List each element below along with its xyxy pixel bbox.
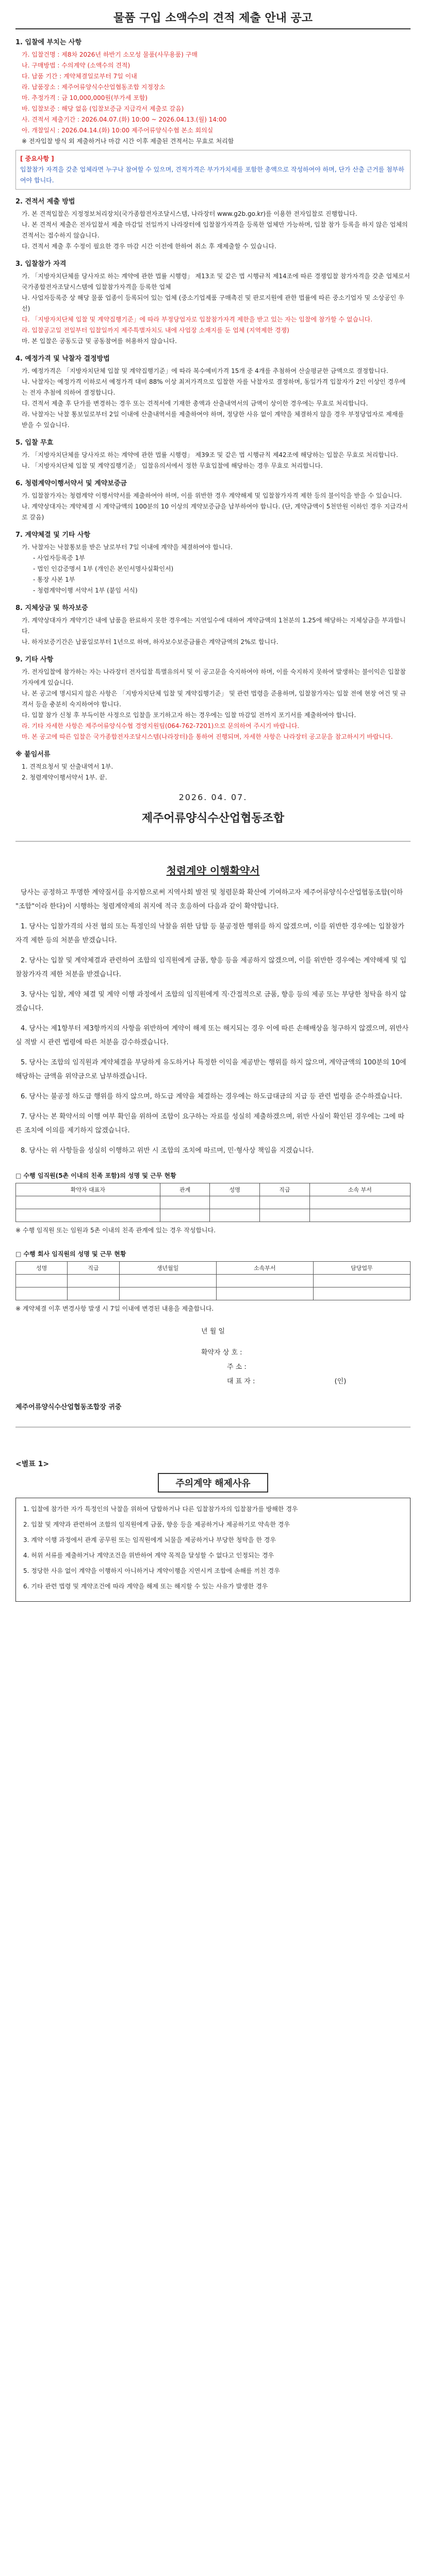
- attachment-clause: 2. 입찰 및 계약과 관련하여 조합의 임직원에게 금품, 향응 등을 제공하거나 제공하기로 약속한 경우: [23, 1521, 290, 1528]
- table-cell[interactable]: [260, 1196, 310, 1209]
- s3-line: 다. 「지방자치단체 입찰 및 계약집행기준」에 따라 부정당업자로 입찰참가자격 제한을 받고 있는 자는 입찰에 참가할 수 없습니다.: [22, 316, 373, 323]
- pledge-body: [15, 886, 411, 1158]
- attachment-box: [15, 1498, 411, 1602]
- table-header: 확약자 대표자: [16, 1183, 160, 1196]
- attachment-item: 2. 청렴계약이행서약서 1부. 끝.: [22, 774, 107, 781]
- page-divider: [15, 1427, 411, 1428]
- s4-line: 나. 낙찰자는 예정가격 이하로서 예정가격 대비 88% 이상 최저가격으로 입찰한 자를 낙찰자로 결정하며, 동일가격 입찰자가 2인 이상인 경우에는 전자 추첨에 의하여 결정합니다.: [22, 378, 406, 396]
- table-header: 직급: [260, 1183, 310, 1196]
- attachment-clause: 6. 기타 관련 법령 및 계약조건에 따라 계약을 해제 또는 해지할 수 있는 사유가 발생한 경우: [23, 1583, 268, 1590]
- s1-line: 아. 개찰일시 : 2026.04.14.(화) 10:00 제주어류양식수협 본소 회의실: [22, 127, 214, 134]
- table-cell[interactable]: [313, 1287, 410, 1300]
- s1-line: 나. 구매방법 : 수의계약 (소액수의 견적): [22, 62, 130, 69]
- section-9-title: 9. 기타 사항: [15, 656, 54, 664]
- s7-line: - 통장 사본 1부: [33, 576, 75, 583]
- section-1-title: 1. 입찰에 부치는 사항: [15, 39, 82, 46]
- sign-date: 년 월 일: [201, 1328, 225, 1335]
- table-header: 소속 부서: [309, 1183, 410, 1196]
- table2-note: ※ 계약체결 이후 변경사항 발생 시 7일 이내에 변경된 내용을 제출합니다.: [15, 1305, 214, 1312]
- table-cell[interactable]: [309, 1196, 410, 1209]
- table-cell[interactable]: [16, 1275, 68, 1287]
- s1-note: ※ 전자입찰 방식 외 제출하거나 마감 시간 이후 제출된 견적서는 무효로 처리함: [22, 138, 234, 145]
- section-5-title: 5. 입찰 무효: [15, 439, 54, 447]
- pledge-item: 7. 당사는 본 확약서의 이행 여부 확인을 위하여 조합이 요구하는 자료를 성실히 제출하겠으며, 위반 사실이 확인된 경우에는 그에 따른 조치에 이의를 제기하지 않겠습니다.: [15, 1113, 404, 1134]
- s1-line: 라. 납품장소 : 제주어류양식수산업협동조합 지정장소: [22, 83, 166, 91]
- section-6-title: 6. 청렴계약이행서약서 및 계약보증금: [15, 480, 127, 487]
- attachment-item: 1. 견적요청서 및 산출내역서 1부.: [22, 763, 113, 770]
- table-header: 생년월일: [119, 1262, 216, 1275]
- s7-line: - 청렴계약이행 서약서 1부 (붙임 서식): [33, 587, 138, 594]
- table-header: 담당업무: [313, 1262, 410, 1275]
- pledge-item: 1. 당사는 입찰가격의 사전 협의 또는 특정인의 낙찰을 위한 담합 등 불공정한 행위를 하지 않겠으며, 이를 위반한 경우에는 입찰참가자격 제한 등의 처분을 받겠습니다.: [15, 923, 404, 944]
- table-cell[interactable]: [210, 1209, 260, 1222]
- table-cell[interactable]: [309, 1209, 410, 1222]
- s3-line: 라. 입찰공고일 전일부터 입찰일까지 제주특별자치도 내에 사업장 소재지를 둔 업체 (지역제한 경쟁): [22, 327, 289, 334]
- pledge-title: 청렴계약 이행확약서: [166, 865, 260, 877]
- seal-mark: (인): [334, 1378, 347, 1385]
- table-row: [16, 1275, 411, 1287]
- table-header: 직급: [68, 1262, 119, 1275]
- s2-line: 다. 견적서 제출 후 수정이 필요한 경우 마감 시간 이전에 한하여 취소 후 재제출할 수 있습니다.: [22, 243, 276, 250]
- table2-title: □ 수행 회사 임직원의 성명 및 근무 현황: [15, 1250, 126, 1258]
- s9-line: 다. 입찰 참가 신청 후 부득이한 사정으로 입찰을 포기하고자 하는 경우에는 입찰 마감일 전까지 포기서를 제출하여야 합니다.: [22, 711, 356, 719]
- title-divider: [15, 28, 411, 29]
- s8-line: 가. 계약상대자가 계약기간 내에 납품을 완료하지 못한 경우에는 지연일수에 대하여 계약금액의 1천분의 1.25에 해당하는 지체상금을 부과합니다.: [22, 617, 406, 635]
- table-header-row: [16, 1262, 411, 1275]
- s1-line: 다. 납품 기간 : 계약체결일로부터 7일 이내: [22, 73, 137, 80]
- section-2-title: 2. 견적서 제출 방법: [15, 198, 75, 206]
- pledge-item: 5. 당사는 조합의 임직원과 계약체결을 부당하게 유도하거나 특정한 이익을 제공받는 행위를 하지 않으며, 계약금액의 100분의 10에 해당하는 금액을 위약금으로 납부하겠습니다.: [15, 1059, 406, 1080]
- table1-title: □ 수행 임직원(5촌 이내의 친족 포함)의 성명 및 근무 현황: [15, 1172, 176, 1179]
- s6-line: 나. 계약상대자는 계약체결 시 계약금액의 100분의 10 이상의 계약보증금을 납부하여야 합니다. (단, 계약금액이 5천만원 이하인 경우 지급각서로 갈음): [22, 503, 408, 521]
- notice-document: [15, 0, 411, 1602]
- table-cell[interactable]: [119, 1287, 216, 1300]
- pledge-item: 4. 당사는 제1항부터 제3항까지의 사항을 위반하여 계약이 해제 또는 해지되는 경우 이에 따른 손해배상을 청구하지 않겠으며, 위반사실 적발 시 관련 법령에 따른 처분을 감수하겠습니다.: [15, 1025, 409, 1046]
- attachment-clause: 4. 허위 서류를 제출하거나 계약조건을 위반하여 계약 목적을 달성할 수 없다고 인정되는 경우: [23, 1552, 274, 1559]
- table-cell[interactable]: [119, 1275, 216, 1287]
- notice-title: 물품 구입 소액수의 견적 제출 안내 공고: [113, 12, 313, 25]
- relatives-table: [15, 1183, 411, 1222]
- attachment-clause: 1. 입찰에 참가한 자가 특정인의 낙찰을 위하여 담합하거나 다른 입찰참가자의 입찰참가를 방해한 경우: [23, 1505, 298, 1513]
- s4-line: 라. 낙찰자는 낙찰 통보일로부터 2일 이내에 산출내역서를 제출하여야 하며, 정당한 사유 없이 계약을 체결하지 않을 경우 부정당업자로 제재를 받을 수 있습니다.: [22, 411, 404, 429]
- pledge-item: 6. 당사는 불공정 하도급 행위를 하지 않으며, 하도급 계약을 체결하는 경우에는 하도급대금의 지급 등 관련 법령을 준수하겠습니다.: [21, 1093, 402, 1100]
- table-cell[interactable]: [160, 1209, 210, 1222]
- table-header: 관계: [160, 1183, 210, 1196]
- sign-company-label: 확약자 상 호 :: [201, 1349, 242, 1357]
- section-4-title: 4. 예정가격 및 낙찰자 결정방법: [15, 355, 110, 363]
- s9-line: 나. 본 공고에 명시되지 않은 사항은 「지방자치단체 입찰 및 계약집행기준」 및 관련 법령을 준용하며, 입찰참가자는 입찰 전에 현장 여건 및 규격서 등을 충분히 숙지하여야 합니다.: [22, 690, 406, 708]
- table-cell[interactable]: [216, 1287, 313, 1300]
- s7-line: - 사업자등록증 1부: [33, 554, 85, 562]
- s8-line: 나. 하자보증기간은 납품일로부터 1년으로 하며, 하자보수보증금률은 계약금액의 2%로 합니다.: [22, 638, 278, 646]
- sign-addr-label: 주 소 :: [227, 1363, 247, 1371]
- section-3-title: 3. 입찰참가 자격: [15, 260, 67, 268]
- table-header: 성명: [210, 1183, 260, 1196]
- s4-line: 가. 예정가격은 「지방자치단체 입찰 및 계약집행기준」에 따라 복수예비가격 15개 중 4개를 추첨하여 산술평균한 금액으로 결정합니다.: [22, 367, 388, 375]
- s9-line: 가. 전자입찰에 참가하는 자는 나라장터 전자입찰 특별유의서 및 이 공고문을 숙지하여야 하며, 이를 숙지하지 못하여 발생하는 불이익은 입찰참가자에게 있습니다.: [22, 668, 406, 686]
- s1-line: 마. 추정가격 : 금 10,000,000원(부가세 포함): [22, 94, 148, 101]
- s4-line: 다. 견적서 제출 후 단가를 변경하는 경우 또는 견적서에 기재한 총액과 산출내역서의 금액이 상이한 경우에는 무효로 처리합니다.: [22, 400, 368, 407]
- pledge-intro: 당사는 공정하고 투명한 계약질서를 유지함으로써 지역사회 발전 및 청렴문화 확산에 기여하고자 제주어류양식수산업협동조합(이하 "조합"이라 한다)이 시행하는 청렴계약제의 취지에 적극 호응하여 다음과 같이 확약합니다.: [15, 889, 403, 910]
- attachments-label: ※ 붙임서류: [15, 751, 51, 758]
- table-cell[interactable]: [160, 1196, 210, 1209]
- s3-line: 나. 사업자등록증 상 해당 물품 업종이 등록되어 있는 업체 (중소기업제품 구매촉진 및 판로지원에 관한 법률에 따른 중소기업자 및 소상공인 우선): [22, 294, 404, 312]
- s2-line: 가. 본 견적입찰은 지정정보처리장치(국가종합전자조달시스템, 나라장터 www.g2b.go.kr)를 이용한 전자입찰로 진행합니다.: [22, 210, 357, 217]
- sign-rep-label: 대 표 자 :: [227, 1378, 255, 1385]
- attachment-head: <별표 1>: [15, 1460, 50, 1468]
- signature-block: [15, 1346, 411, 1389]
- attachment-title: 주의계약 해제사유: [158, 1473, 268, 1493]
- attachment-clause: 3. 계약 이행 과정에서 관계 공무원 또는 임직원에게 뇌물을 제공하거나 부당한 청탁을 한 경우: [23, 1536, 276, 1544]
- table-cell[interactable]: [16, 1287, 68, 1300]
- table-row: [16, 1196, 411, 1209]
- important-box: [15, 150, 411, 190]
- s1-line: 사. 견적서 제출기간 : 2026.04.07.(화) 10:00 ~ 2026.04.13.(월) 14:00: [22, 116, 227, 123]
- sign-rep-row: [201, 1375, 411, 1389]
- table-cell[interactable]: [68, 1287, 119, 1300]
- page-divider: [15, 841, 411, 842]
- addressee: 제주어류양식수산업협동조합장 귀중: [15, 1403, 122, 1411]
- s7-line: - 법인 인감증명서 1부 (개인은 본인서명사실확인서): [33, 565, 174, 572]
- table-cell[interactable]: [16, 1209, 160, 1222]
- section-8-title: 8. 지체상금 및 하자보증: [15, 604, 88, 612]
- important-box-text: 입찰참가 자격을 갖춘 업체라면 누구나 참여할 수 있으며, 견적가격은 부가가치세를 포함한 총액으로 작성하여야 하며, 단가 산출 근거를 첨부하여야 합니다.: [20, 166, 404, 184]
- s5-line: 가. 「지방자치단체를 당사자로 하는 계약에 관한 법률 시행령」 제39조 및 같은 법 시행규칙 제42조에 해당하는 입찰은 무효로 처리합니다.: [22, 451, 398, 459]
- organization-name: 제주어류양식수산업협동조합: [141, 812, 285, 825]
- pledge-item: 8. 당사는 위 사항들을 성실히 이행하고 위반 시 조합의 조치에 따르며, 민·형사상 책임을 지겠습니다.: [21, 1147, 314, 1155]
- s1-line: 바. 입찰보증 : 해당 없음 (입찰보증금 지급각서 제출로 갈음): [22, 105, 184, 112]
- table-cell[interactable]: [260, 1209, 310, 1222]
- notice-date: 2026. 04. 07.: [178, 792, 248, 802]
- table-row: [16, 1287, 411, 1300]
- s1-line: 가. 입찰건명 : 제8차 2026년 하반기 소모성 물품(사무용품) 구매: [22, 51, 198, 58]
- table-header: 성명: [16, 1262, 68, 1275]
- s7-line: 가. 낙찰자는 낙찰통보를 받은 날로부터 7일 이내에 계약을 체결하여야 합니다.: [22, 544, 233, 551]
- table-header: 소속부서: [216, 1262, 313, 1275]
- s3-line: 가. 「지방자치단체를 당사자로 하는 계약에 관한 법률 시행령」 제13조 및 같은 법 시행규칙 제14조에 따른 경쟁입찰 참가자격을 갖춘 업체로서 국가종합전자조달시스템에 입찰참가자격을 등록한 업체: [22, 273, 410, 291]
- staff-table: [15, 1261, 411, 1300]
- s9-line: 라. 기타 자세한 사항은 제주어류양식수협 경영지원팀(064-762-7201)으로 문의하여 주시기 바랍니다.: [22, 722, 300, 730]
- table-cell[interactable]: [68, 1275, 119, 1287]
- pledge-item: 3. 당사는 입찰, 계약 체결 및 계약 이행 과정에서 조합의 임직원에게 직·간접적으로 금품, 향응 등의 제공 또는 부당한 청탁을 하지 않겠습니다.: [15, 991, 406, 1012]
- s3-line: 마. 본 입찰은 공동도급 및 공동참여를 허용하지 않습니다.: [22, 337, 177, 345]
- table-header-row: [16, 1183, 411, 1196]
- table-cell[interactable]: [313, 1275, 410, 1287]
- table-row: [16, 1209, 411, 1222]
- s5-line: 나. 「지방자치단체 입찰 및 계약집행기준」 입찰유의서에서 정한 무효입찰에 해당하는 경우 무효로 처리합니다.: [22, 462, 323, 469]
- attachment-clause: 5. 정당한 사유 없이 계약을 이행하지 아니하거나 계약이행을 지연시켜 조합에 손해를 끼친 경우: [23, 1567, 280, 1574]
- s9-line: 마. 본 공고에 따른 입찰은 국가종합전자조달시스템(나라장터)을 통하여 진행되며, 자세한 사항은 나라장터 공고문을 참고하시기 바랍니다.: [22, 733, 393, 740]
- table-cell[interactable]: [210, 1196, 260, 1209]
- table-cell[interactable]: [16, 1196, 160, 1209]
- important-box-head: [ 중요사항 ]: [20, 155, 54, 162]
- section-7-title: 7. 계약체결 및 기타 사항: [15, 531, 91, 539]
- s2-line: 나. 본 견적서 제출은 전자입찰서 제출 마감일 전일까지 나라장터에 입찰참가자격을 등록한 업체만 가능하며, 입찰 참가 등록을 하지 않은 업체의 견적서는 접수하지 않습니다.: [22, 221, 408, 239]
- pledge-item: 2. 당사는 입찰 및 계약체결과 관련하여 조합의 임직원에게 금품, 향응 등을 제공하지 않겠으며, 이를 위반한 경우에는 계약해제 및 입찰참가자격 제한 처분을 받겠습니다.: [15, 957, 407, 978]
- table1-note: ※ 수행 임직원 또는 임원과 5촌 이내의 친족 관계에 있는 경우 작성합니다.: [15, 1227, 216, 1234]
- s6-line: 가. 입찰참가자는 청렴계약 이행서약서를 제출하여야 하며, 이를 위반한 경우 계약해제 및 입찰참가자격 제한 등의 불이익을 받을 수 있습니다.: [22, 492, 402, 499]
- table-cell[interactable]: [216, 1275, 313, 1287]
